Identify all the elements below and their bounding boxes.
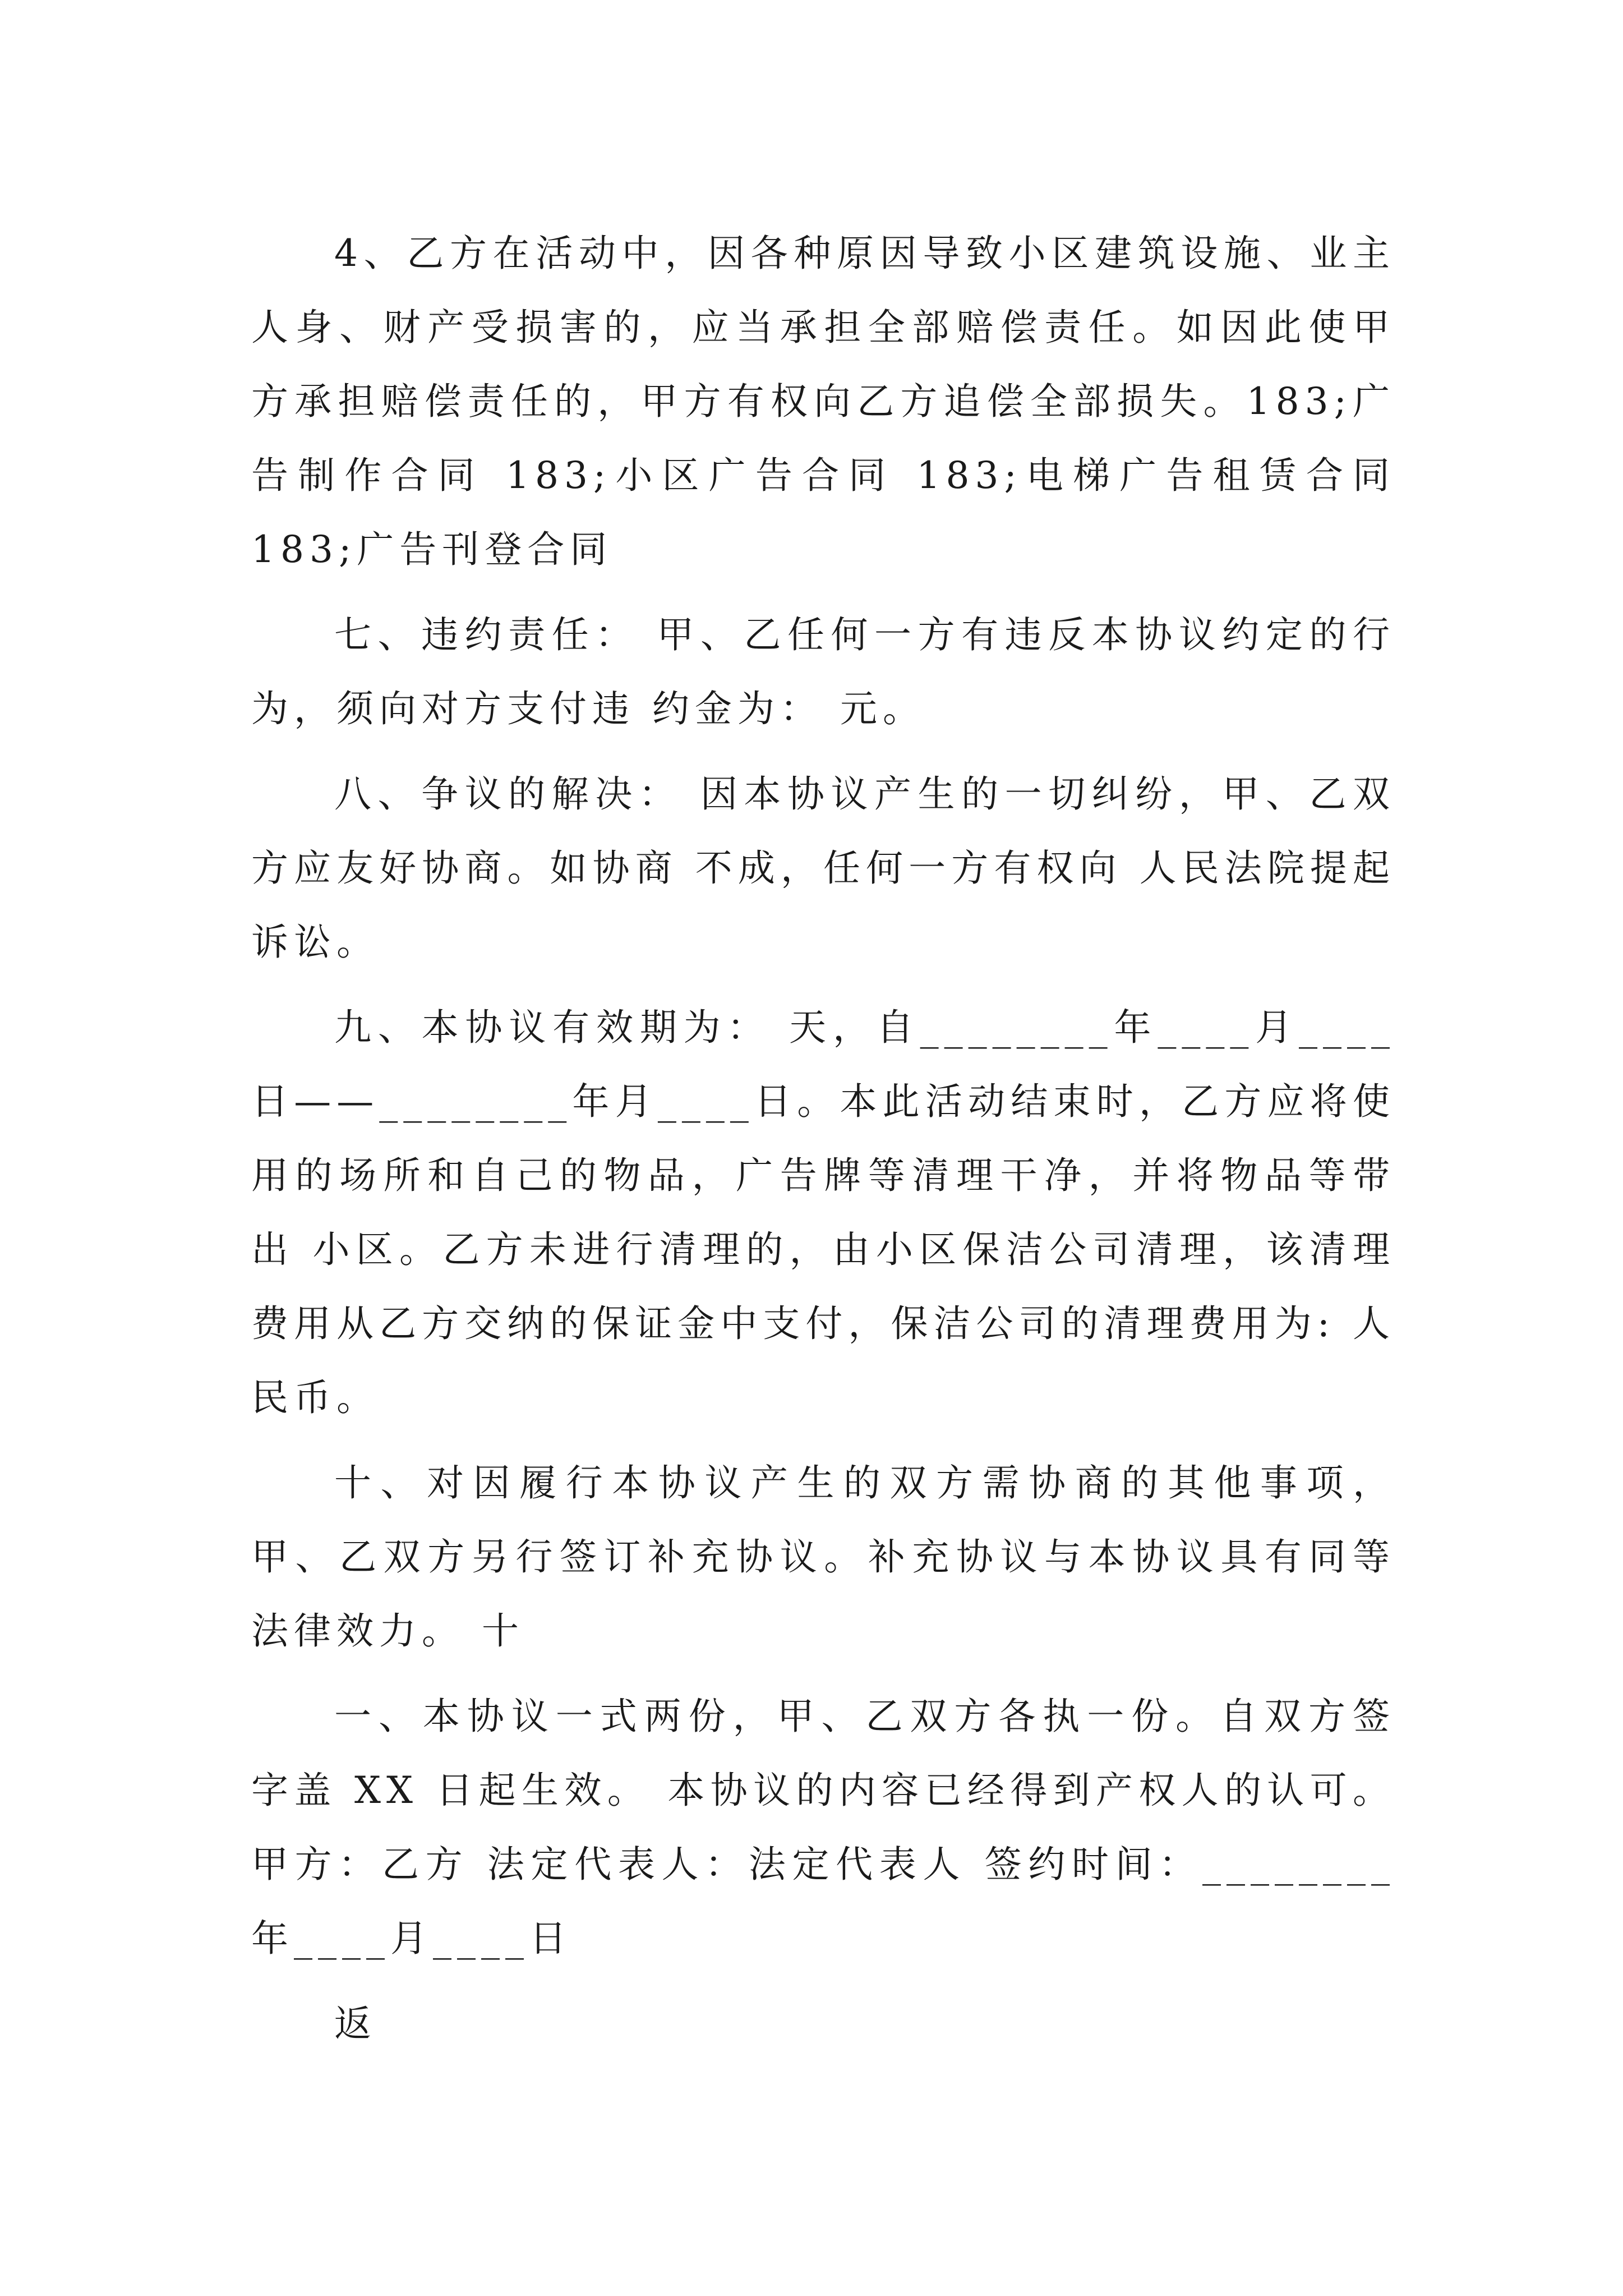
paragraph-breach-liability: 七、违约责任： 甲、乙任何一方有违反本协议约定的行为，须向对方支付违 约金为： 元。 bbox=[251, 613, 1395, 730]
paragraph-copies-and-signature: 一、本协议一式两份，甲、乙双方各执一份。自双方签字盖 XX 日起生效。 本协议的内容已经得到产权人的认可。甲方：乙方 法定代表人：法定代表人 签约时间：________年____月____日 bbox=[251, 1695, 1395, 1960]
document-body bbox=[251, 217, 1413, 2072]
paragraph-supplementary-agreement: 十、对因履行本协议产生的双方需协商的其他事项，甲、乙双方另行签订补充协议。补充协议与本协议具有同等法律效力。 十 bbox=[251, 1461, 1395, 1653]
paragraph-dispute-resolution: 八、争议的解决： 因本协议产生的一切纠纷，甲、乙双方应友好协商。如协商 不成，任何一方有权向 人民法院提起诉讼。 bbox=[251, 772, 1395, 964]
paragraph-return: 返 bbox=[334, 2002, 377, 2045]
paragraph-validity-period: 九、本协议有效期为： 天，自________年____月____日——________年月____日。本此活动结束时，乙方应将使用的场所和自己的物品，广告牌等清理干净，并将物品等带出 小区。乙方未进行清理的，由小区保洁公司清理，该清理费用从乙方交纳的保证金中支付，保洁公司的清理费用为: 人民币。 bbox=[251, 1006, 1395, 1419]
paragraph-clause-4: 4、乙方在活动中，因各种原因导致小区建筑设施、业主人身、财产受损害的，应当承担全部赔偿责任。如因此使甲方承担赔偿责任的，甲方有权向乙方追偿全部损失。183;广告制作合同 183;小区广告合同 183;电梯广告租赁合同 183;广告刊登合同 bbox=[251, 232, 1413, 571]
